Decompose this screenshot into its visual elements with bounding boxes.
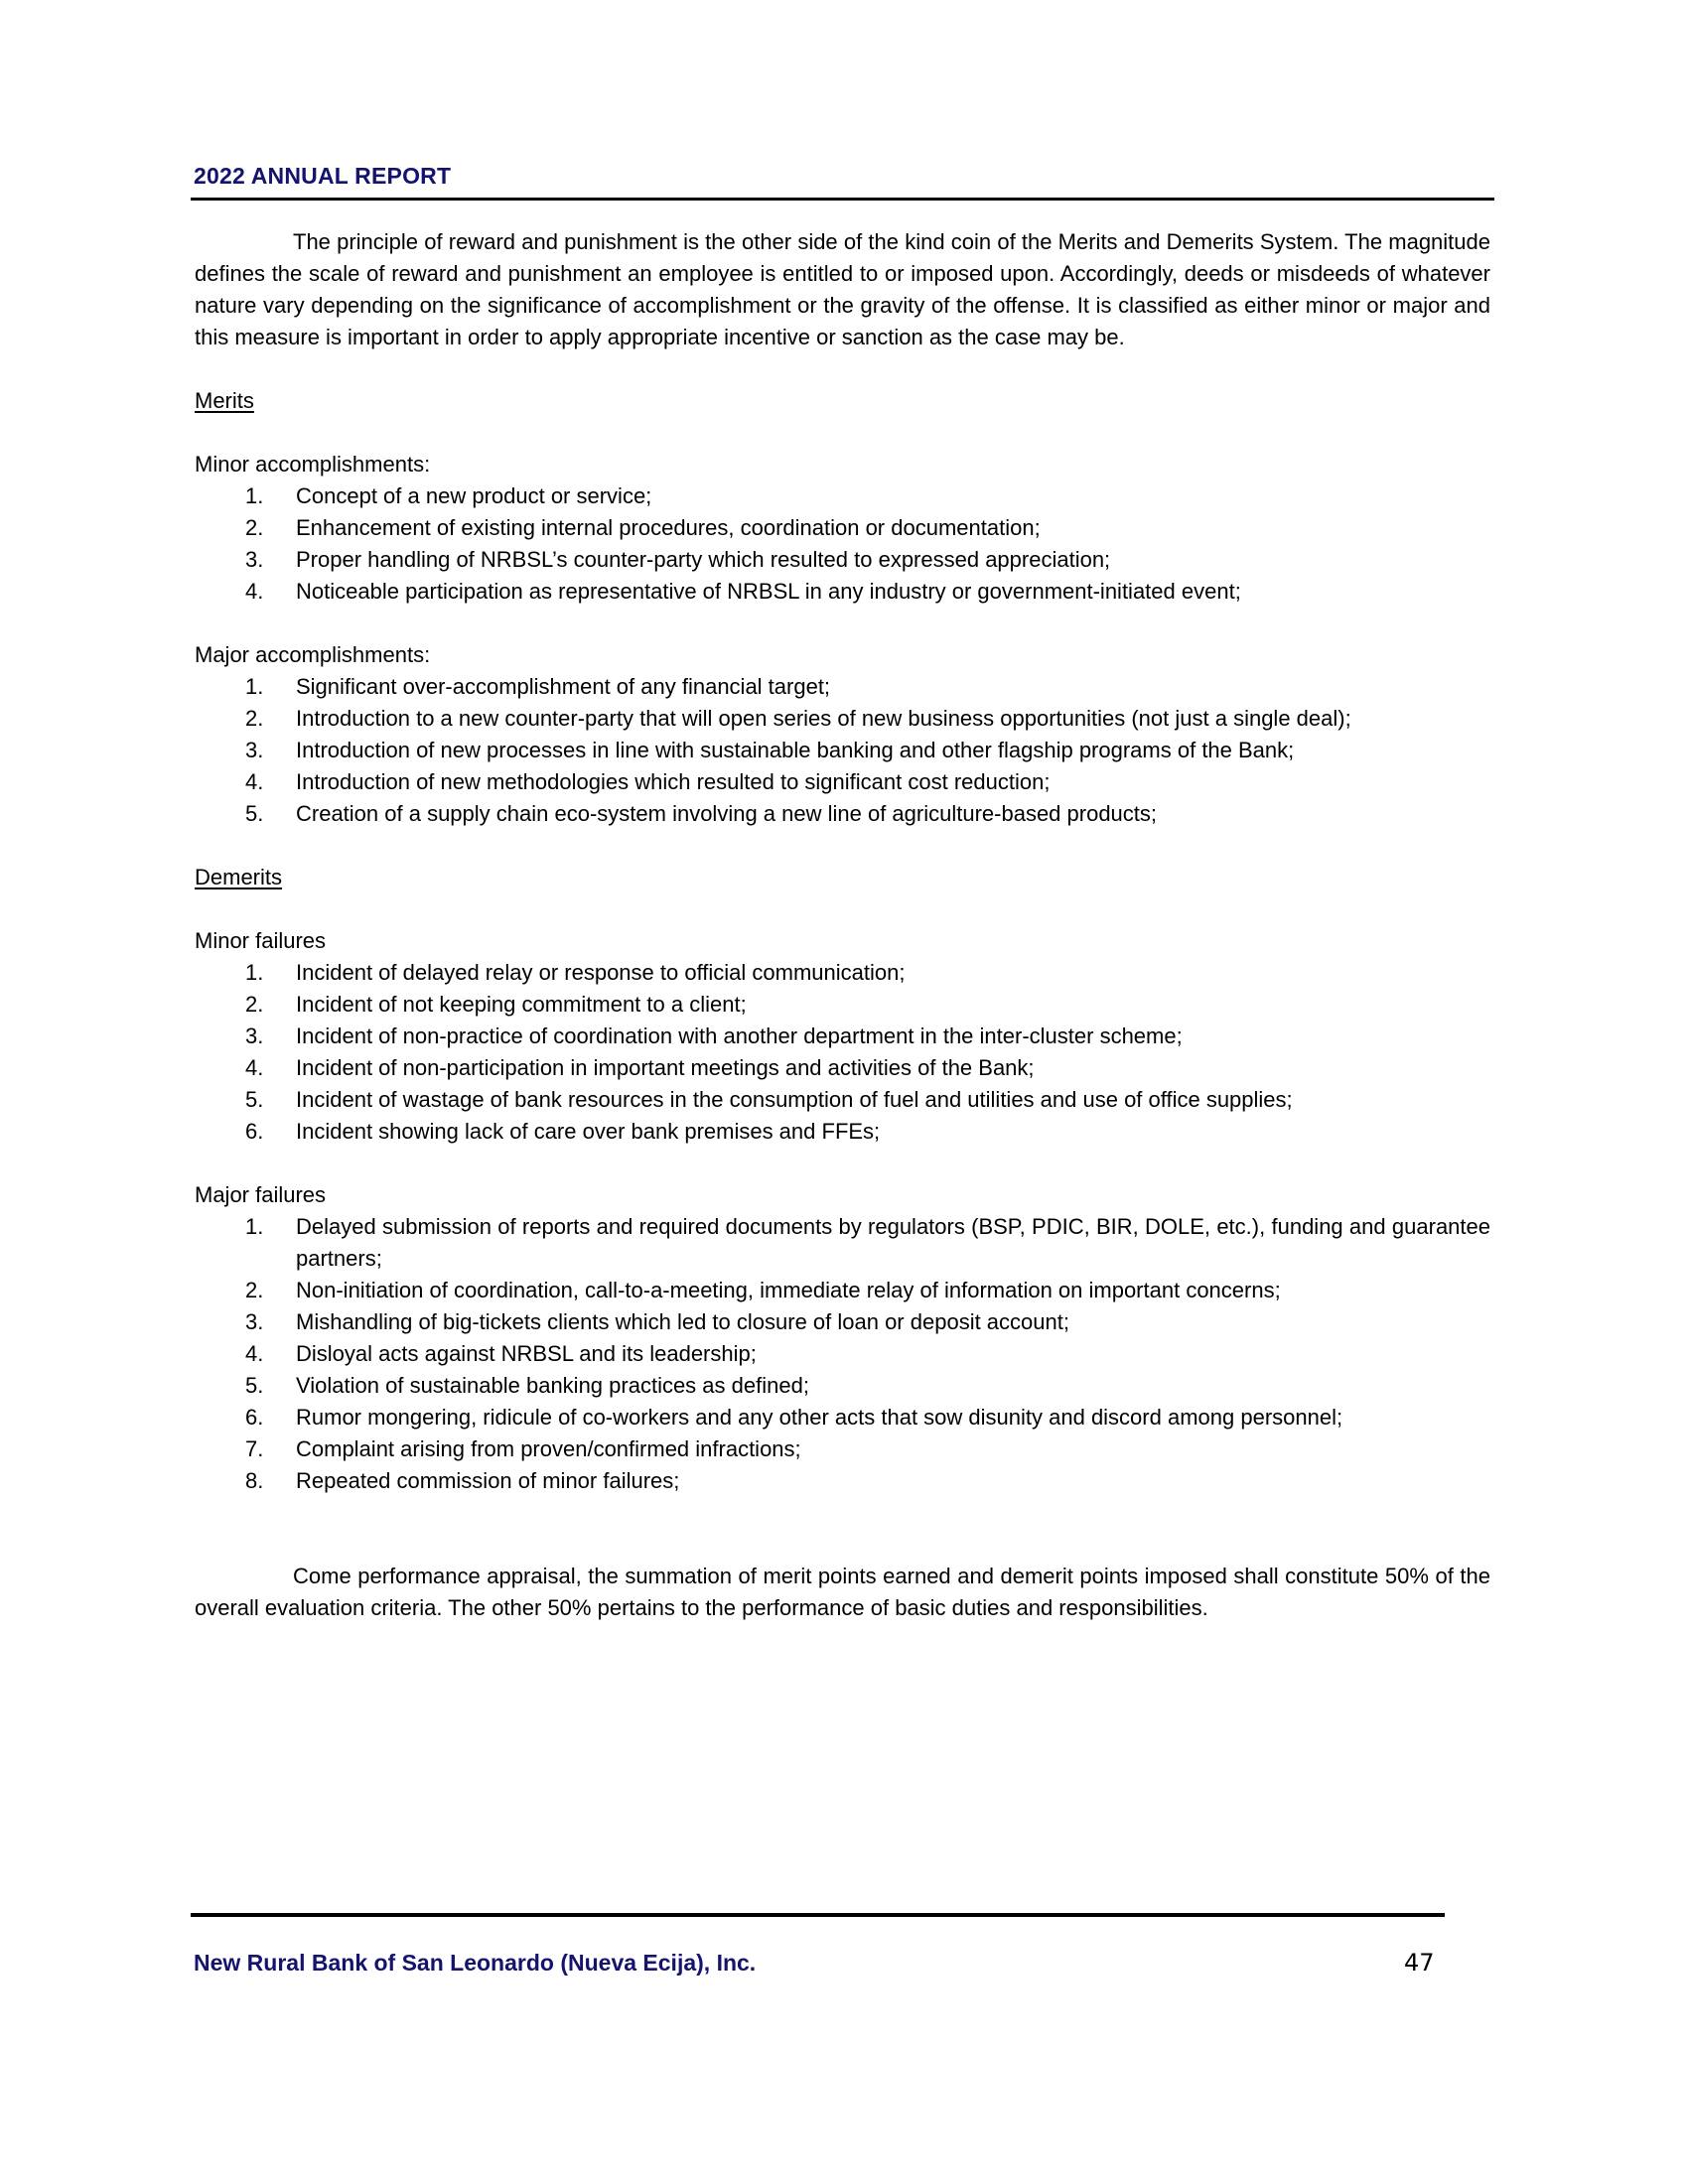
list-item: [195, 1402, 1490, 1433]
list-item: [195, 1021, 1490, 1052]
list-item: [195, 480, 1490, 512]
list-number: 1.: [245, 483, 264, 508]
list-number: 3.: [245, 738, 264, 762]
list-item: [195, 671, 1490, 703]
demerits-heading: Demerits: [195, 865, 283, 889]
list-item-text: Non-initiation of coordination, call-to-a-meeting, immediate relay of information on important concerns;: [296, 1278, 1281, 1302]
list-number: 1.: [245, 1214, 264, 1239]
list-item-text: Noticeable participation as representative of NRBSL in any industry or government-initiated event;: [296, 579, 1241, 604]
list-item-text: Introduction to a new counter-party that will open series of new business opportunities (not just a single deal);: [296, 706, 1351, 731]
list-number: 6.: [245, 1405, 264, 1430]
list-item: [195, 1465, 1490, 1497]
list-number: 8.: [245, 1468, 264, 1493]
list-number: 3.: [245, 547, 264, 572]
list-item: [195, 1211, 1490, 1275]
list-item-text: Disloyal acts against NRBSL and its leadership;: [296, 1341, 757, 1366]
list-number: 3.: [245, 1024, 264, 1048]
major-failures-label: Major failures: [195, 1182, 327, 1207]
major-failures-list: [195, 1211, 1490, 1497]
minor-accomplishments-label: Minor accomplishments:: [195, 452, 431, 477]
closing-paragraph: Come performance appraisal, the summation of merit points earned and demerit points imposed shall constitute 50% of the overall evaluation criteria. The other 50% pertains to the performance of basic duties and responsibilities.: [195, 1564, 1490, 1620]
list-item: [195, 1052, 1490, 1084]
list-item-text: Incident showing lack of care over bank premises and FFEs;: [296, 1119, 881, 1144]
list-item: [195, 1306, 1490, 1338]
header-divider: [191, 198, 1494, 201]
list-number: 3.: [245, 1309, 264, 1334]
list-item-text: Mishandling of big-tickets clients which led to closure of loan or deposit account;: [296, 1309, 1069, 1334]
major-accomplishments-label: Major accomplishments:: [195, 642, 431, 667]
merits-heading: Merits: [195, 388, 254, 413]
minor-accomplishments-list: [195, 480, 1490, 608]
list-item-text: Enhancement of existing internal procedures, coordination or documentation;: [296, 515, 1041, 540]
list-item: [195, 576, 1490, 608]
report-header-title: 2022 ANNUAL REPORT: [194, 163, 452, 189]
list-item: [195, 989, 1490, 1021]
list-number: 4.: [245, 1341, 264, 1366]
list-item-text: Incident of delayed relay or response to official communication;: [296, 960, 906, 985]
page-body: [195, 226, 1490, 1624]
list-item-text: Violation of sustainable banking practices as defined;: [296, 1373, 809, 1398]
list-item: [195, 1370, 1490, 1402]
list-number: 1.: [245, 960, 264, 985]
list-number: 2.: [245, 1278, 264, 1302]
list-item-text: Complaint arising from proven/confirmed infractions;: [296, 1436, 801, 1461]
list-item: [195, 735, 1490, 766]
list-item-text: Significant over-accomplishment of any financial target;: [296, 674, 831, 699]
footer-divider: [191, 1913, 1445, 1917]
list-item-text: Rumor mongering, ridicule of co-workers and any other acts that sow disunity and discord among personnel;: [296, 1405, 1343, 1430]
list-number: 4.: [245, 769, 264, 794]
list-item: [195, 957, 1490, 989]
list-number: 5.: [245, 801, 264, 826]
list-item-text: Delayed submission of reports and required documents by regulators (BSP, PDIC, BIR, DOLE, etc.), funding and guarantee partners;: [296, 1214, 1490, 1271]
list-item-text: Incident of non-practice of coordination with another department in the inter-cluster scheme;: [296, 1024, 1183, 1048]
list-item: [195, 1338, 1490, 1370]
list-number: 2.: [245, 706, 264, 731]
intro-paragraph: The principle of reward and punishment is the other side of the kind coin of the Merits and Demerits System. The magnitude defines the scale of reward and punishment an employee is entitled to or imposed upon. Accordingly, deeds or misdeeds of whatever nature vary depending on the significance of accomplishment or the gravity of the offense. It is classified as either minor or major and this measure is important in order to apply appropriate incentive or sanction as the case may be.: [195, 229, 1490, 349]
list-item-text: Introduction of new methodologies which resulted to significant cost reduction;: [296, 769, 1051, 794]
list-number: 5.: [245, 1087, 264, 1112]
minor-failures-label: Minor failures: [195, 928, 327, 953]
list-number: 1.: [245, 674, 264, 699]
list-item-text: Introduction of new processes in line with sustainable banking and other flagship programs of the Bank;: [296, 738, 1295, 762]
list-item-text: Incident of wastage of bank resources in the consumption of fuel and utilities and use of office supplies;: [296, 1087, 1293, 1112]
merits-section: [195, 385, 1490, 830]
demerits-section: [195, 862, 1490, 1497]
list-item: [195, 1084, 1490, 1116]
list-item-text: Concept of a new product or service;: [296, 483, 652, 508]
list-number: 5.: [245, 1373, 264, 1398]
list-item-text: Repeated commission of minor failures;: [296, 1468, 680, 1493]
list-item-text: Proper handling of NRBSL’s counter-party which resulted to expressed appreciation;: [296, 547, 1111, 572]
footer-organization-name: New Rural Bank of San Leonardo (Nueva Ecija), Inc.: [194, 1950, 757, 1976]
list-number: 6.: [245, 1119, 264, 1144]
list-item: [195, 1433, 1490, 1465]
list-item: [195, 798, 1490, 830]
list-item: [195, 703, 1490, 735]
list-number: 4.: [245, 1055, 264, 1080]
list-item: [195, 544, 1490, 576]
minor-failures-list: [195, 957, 1490, 1148]
list-item-text: Incident of non-participation in important meetings and activities of the Bank;: [296, 1055, 1035, 1080]
list-item-text: Incident of not keeping commitment to a client;: [296, 992, 747, 1017]
list-item: [195, 766, 1490, 798]
major-accomplishments-list: [195, 671, 1490, 830]
list-number: 7.: [245, 1436, 264, 1461]
list-number: 2.: [245, 515, 264, 540]
list-item-text: Creation of a supply chain eco-system involving a new line of agriculture-based products;: [296, 801, 1158, 826]
page-number: 47: [1404, 1949, 1435, 1977]
list-item: [195, 512, 1490, 544]
list-item: [195, 1116, 1490, 1148]
list-number: 2.: [245, 992, 264, 1017]
list-number: 4.: [245, 579, 264, 604]
list-item: [195, 1275, 1490, 1306]
